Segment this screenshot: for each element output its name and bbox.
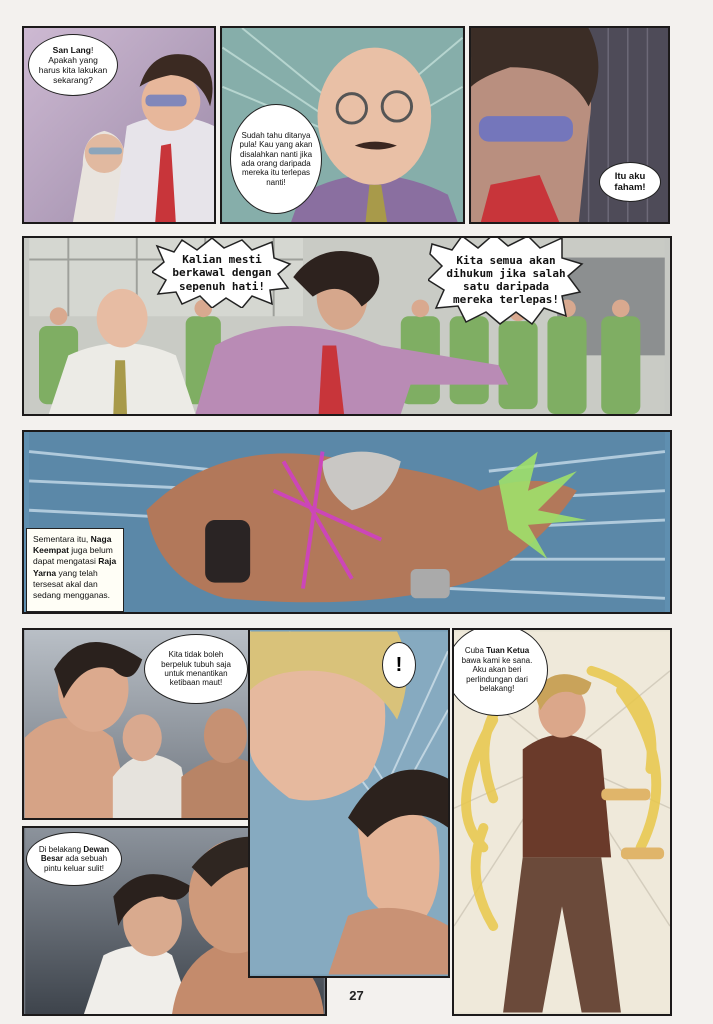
bubble-text: Cuba: [464, 646, 487, 656]
speech-bubble-secret-exit: [26, 832, 122, 886]
bubble-text: bawa kami ke sana. Aku akan beri perlindungan dari belakang!: [461, 655, 533, 694]
speech-bubble-not-idle: [144, 634, 248, 704]
narration-caption: [26, 528, 124, 612]
panel-4: [22, 236, 672, 416]
exclamation-mark: !: [395, 653, 403, 676]
bubble-text: Itu aku faham!: [614, 170, 646, 193]
bubble-place-name: Dewan Besar: [40, 844, 110, 864]
shout-line: mereka terlepas!: [453, 293, 559, 307]
panel-7-art: [250, 630, 448, 976]
speech-bubble-san-lang: San Lang! Apakah yang harus kita lakukan sekarang?: [28, 34, 118, 96]
bubble-speaker-name: San Lang: [52, 44, 91, 55]
caption-text: yang telah tersesat akal dan sedang mengganas.: [33, 567, 111, 601]
panel-3: [469, 26, 670, 224]
caption-name: Naga Keempat: [33, 534, 112, 556]
bubble-text: ada sebuah pintu keluar sulit!: [43, 854, 108, 873]
panel-7: [248, 628, 450, 978]
shout-bubble-guard: [152, 238, 292, 308]
bubble-text: Kita tidak boleh berpeluk tubuh saja untuk menantikan ketibaan maut!: [161, 650, 231, 688]
exclamation-bubble: [382, 642, 416, 688]
speech-bubble-scold: [230, 104, 322, 214]
shout-line: berkawal dengan: [172, 266, 272, 280]
shout-line: sepenuh hati!: [178, 279, 266, 293]
shout-line: Kita semua akan: [456, 253, 556, 267]
page-number: 27: [349, 988, 364, 1003]
panel-1: [22, 26, 216, 224]
caption-text: Sementara itu,: [33, 534, 91, 544]
bubble-text: Sudah tahu ditanya pula! Kau yang akan disalahkan nanti jika ada orang daripada mereka itu terlepas nanti!: [239, 130, 313, 187]
shout-line: dihukum jika salah: [446, 266, 566, 280]
bubble-text: Di belakang: [38, 844, 84, 854]
caption-name: Raja Yarna: [33, 556, 117, 578]
bubble-title-name: Tuan Ketua: [486, 646, 530, 656]
panel-2: [220, 26, 465, 224]
panel-6: [22, 628, 282, 820]
caption-text: juga belum dapat mengatasi: [33, 545, 113, 567]
bubble-text: Apakah yang harus kita lakukan sekarang?: [38, 54, 108, 86]
shout-line: Kalian mesti: [182, 253, 262, 267]
shout-line: satu daripada: [462, 280, 550, 293]
panel-5: [22, 430, 672, 614]
speech-bubble-understood: [599, 162, 661, 202]
shout-bubble-punished: [428, 236, 584, 326]
panel-8: [452, 628, 672, 1016]
